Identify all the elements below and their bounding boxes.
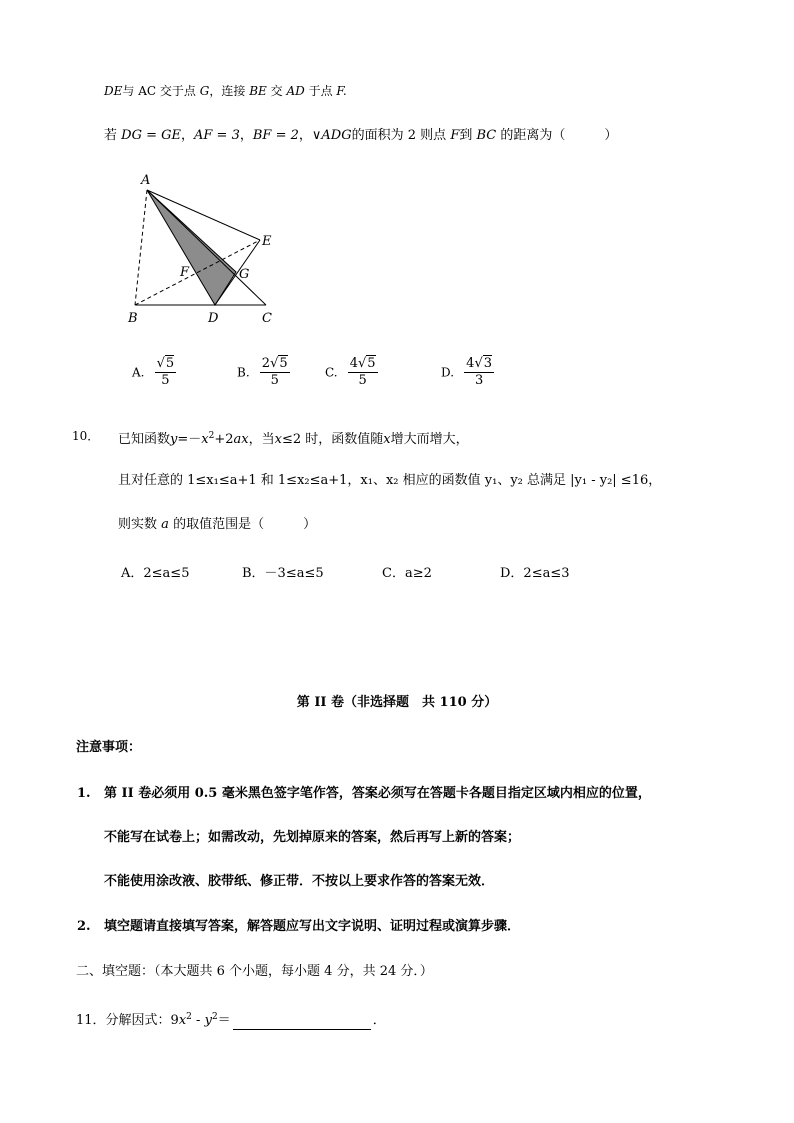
q10-number: 10． xyxy=(72,429,100,443)
section-fill-in: 二、填空题：（本大题共 6 个小题，每小题 4 分，共 24 分．） xyxy=(76,964,433,979)
q11-text: ＝ xyxy=(217,1013,231,1028)
label-d: D xyxy=(208,311,219,326)
q9-text: 于点 xyxy=(308,84,333,98)
q10-var: ax xyxy=(233,432,249,447)
q9-option-d xyxy=(441,356,494,389)
q10-text: 则实数 xyxy=(118,517,158,532)
denominator: 3 xyxy=(474,373,484,388)
q9-text: ， xyxy=(298,128,312,143)
q9-text: 到 xyxy=(459,128,473,143)
radicand: 5 xyxy=(165,356,175,371)
notice-item-2-number: 2. xyxy=(77,919,91,934)
q9-text: 交于点 xyxy=(159,84,196,98)
geometry-figure xyxy=(120,168,290,328)
denominator: 5 xyxy=(358,373,367,388)
q10-line-3 xyxy=(118,516,316,534)
label-g: G xyxy=(239,267,250,282)
q10-text: 的取值范围是（ ） xyxy=(173,517,317,532)
q10-var: x xyxy=(201,432,209,447)
q9-text: F xyxy=(450,128,460,143)
option-letter: D. xyxy=(441,365,455,380)
q11-text: 11．分解因式：9 xyxy=(76,1013,179,1028)
q10-text: +2 xyxy=(214,432,234,447)
q9-expr: BF = 2 xyxy=(252,128,299,143)
q9-line-1 xyxy=(104,82,347,100)
numerator-coef: 4 xyxy=(349,356,358,371)
q9-text: DE xyxy=(104,84,123,98)
q10-line-1 xyxy=(118,427,469,449)
q10-var: a xyxy=(161,517,169,532)
label-b: B xyxy=(128,311,138,326)
q11-var: y xyxy=(204,1013,212,1028)
q9-option-c xyxy=(325,356,378,389)
label-c: C xyxy=(262,311,272,326)
q9-text: BC xyxy=(476,128,497,143)
q11-exp: 2 xyxy=(211,1012,218,1022)
q10-line-2: 且对任意的 1≤x₁≤a+1 和 1≤x₂≤a+1，x₁、x₂ 相应的函数值 y₁、y₂ 总满足 |y₁ - y₂| ≤16， xyxy=(118,473,662,488)
q9-option-a xyxy=(132,356,176,389)
q11-var: x xyxy=(178,1013,187,1028)
numerator-coef: 4 xyxy=(466,356,475,371)
q10-text: =－ xyxy=(177,432,202,447)
option-letter: C. xyxy=(325,365,338,380)
fraction: $\frac{4√5}{5}$ xyxy=(349,356,376,388)
q11 xyxy=(76,1008,386,1030)
q10-text: 增大而增大， xyxy=(390,432,469,447)
label-e: E xyxy=(262,234,272,249)
q9-text: ，连接 xyxy=(209,84,246,98)
q11-exp: 2 xyxy=(186,1012,192,1022)
q10-text: 已知函数 xyxy=(118,432,171,447)
q10-text: ≤2 时，函数值随 xyxy=(281,432,384,447)
denominator: 5 xyxy=(161,373,170,388)
q10-option-c: C．a≥2 xyxy=(382,566,432,581)
q9-text: ， xyxy=(239,128,253,143)
notice-item-1-line-2: 不能写在试卷上；如需改动，先划掉原来的答案，然后再写上新的答案； xyxy=(104,830,521,845)
q9-text: G xyxy=(199,84,210,98)
q10-var: x xyxy=(383,432,391,447)
q9-text: 与 xyxy=(122,84,135,98)
numerator-coef: 2 xyxy=(261,356,271,371)
notice-item-1-line-1: 第 II 卷必须用 0.5 毫米黑色签字笔作答，答案必须写在答题卡各题目指定区域内相应的位置， xyxy=(104,786,651,801)
radicand: 5 xyxy=(279,356,288,371)
q10-option-d: D．2≤a≤3 xyxy=(500,566,570,581)
q10-option-a: A．2≤a≤5 xyxy=(121,566,190,581)
q10-exp: 2 xyxy=(208,431,215,441)
option-letter: A. xyxy=(132,365,145,380)
q10-text: ，当 xyxy=(248,432,275,447)
q9-expr: AF = 3 xyxy=(194,128,240,143)
part2-title: 第 II 卷（非选择题 共 110 分） xyxy=(296,695,498,710)
q9-text: ， xyxy=(181,128,195,143)
q9-text: 交 xyxy=(270,84,283,98)
fraction: $\frac{4√3}{3}$ xyxy=(466,356,493,388)
q9-text: 若 xyxy=(104,128,118,143)
notice-item-1-line-3: 不能使用涂改液、胶带纸、修正带．不按以上要求作答的答案无效． xyxy=(104,874,495,889)
label-f: F xyxy=(180,265,190,280)
segment-ab-dashed xyxy=(135,190,147,305)
radicand: 5 xyxy=(367,356,376,371)
q9-text: BE xyxy=(249,84,267,98)
q9-text: 的距离为（ ） xyxy=(500,128,618,143)
q11-text: ． xyxy=(372,1013,386,1028)
q10-var: x xyxy=(274,432,282,447)
label-a: A xyxy=(141,173,151,188)
notice-item-1-number: 1. xyxy=(77,786,91,801)
q10-option-b: B．－3≤a≤5 xyxy=(242,566,324,581)
q9-text: F. xyxy=(336,84,347,98)
shaded-triangle-adg xyxy=(147,190,236,305)
answer-blank[interactable] xyxy=(233,1015,371,1030)
q9-text: AD xyxy=(286,84,305,98)
notice-item-2-line-1: 填空题请直接填写答案，解答题应写出文字说明、证明过程或演算步骤． xyxy=(104,919,521,934)
fraction: $\frac{2√5}{5}$ xyxy=(261,356,288,388)
q9-line-2 xyxy=(104,127,617,145)
radicand: 3 xyxy=(483,356,493,371)
q9-text: 的面积为 2 则点 xyxy=(351,128,447,143)
q11-text: - xyxy=(191,1013,205,1028)
denominator: 5 xyxy=(270,373,279,388)
q10-var: y xyxy=(170,432,178,447)
notice-title: 注意事项： xyxy=(76,740,142,755)
q9-text: AC xyxy=(138,84,157,98)
fraction: $\frac{√5}{5}$ xyxy=(156,356,175,388)
q9-expr: DG = GE xyxy=(121,128,181,143)
option-letter: B. xyxy=(237,365,250,380)
q9-option-b xyxy=(237,356,290,389)
q9-expr: ∨ADG xyxy=(311,128,352,143)
